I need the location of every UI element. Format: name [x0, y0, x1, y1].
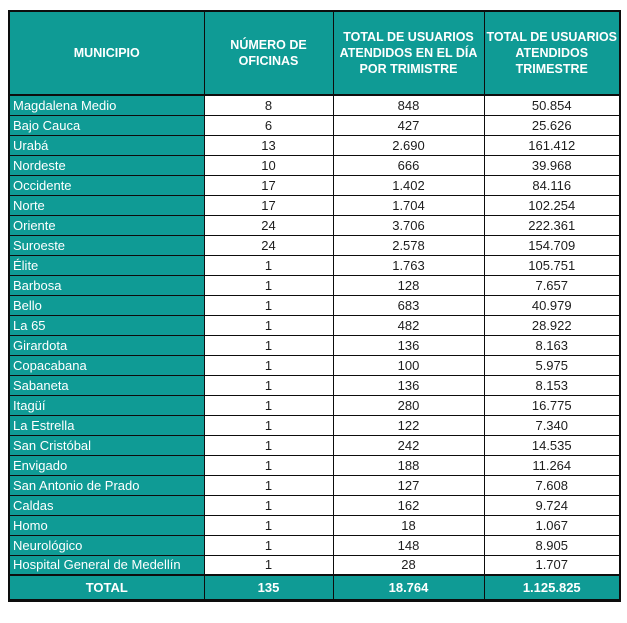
- municipio-cell: La 65: [9, 315, 204, 335]
- table-row: [9, 275, 620, 295]
- value-cell: 122: [333, 415, 484, 435]
- value-cell: 848: [333, 95, 484, 115]
- value-cell: 1: [204, 415, 333, 435]
- value-cell: 1: [204, 455, 333, 475]
- value-cell: 2.690: [333, 135, 484, 155]
- value-cell: 7.608: [484, 475, 620, 495]
- municipio-cell: Neurológico: [9, 535, 204, 555]
- value-cell: 105.751: [484, 255, 620, 275]
- value-cell: 8.153: [484, 375, 620, 395]
- value-cell: 17: [204, 195, 333, 215]
- municipio-cell: Itagüí: [9, 395, 204, 415]
- value-cell: 9.724: [484, 495, 620, 515]
- value-cell: 1.707: [484, 555, 620, 575]
- value-cell: 13: [204, 135, 333, 155]
- municipio-cell: Bello: [9, 295, 204, 315]
- value-cell: 2.578: [333, 235, 484, 255]
- value-cell: 222.361: [484, 215, 620, 235]
- column-header-usuarios-trimestre: TOTAL DE USUARIOS ATENDIDOS TRIMESTRE: [484, 11, 620, 95]
- value-cell: 242: [333, 435, 484, 455]
- value-cell: 100: [333, 355, 484, 375]
- table-row: [9, 235, 620, 255]
- offices-users-table: [8, 10, 621, 602]
- value-cell: 18: [333, 515, 484, 535]
- table-body: [9, 95, 620, 575]
- value-cell: 683: [333, 295, 484, 315]
- table-row: [9, 475, 620, 495]
- table-row: [9, 95, 620, 115]
- value-cell: 1: [204, 255, 333, 275]
- municipio-cell: Oriente: [9, 215, 204, 235]
- value-cell: 280: [333, 395, 484, 415]
- table-row: [9, 335, 620, 355]
- value-cell: 11.264: [484, 455, 620, 475]
- table-row: [9, 155, 620, 175]
- value-cell: 8.905: [484, 535, 620, 555]
- municipio-cell: San Antonio de Prado: [9, 475, 204, 495]
- value-cell: 24: [204, 215, 333, 235]
- value-cell: 1: [204, 375, 333, 395]
- column-header-numero-oficinas: NÚMERO DE OFICINAS: [204, 11, 333, 95]
- municipio-cell: Sabaneta: [9, 375, 204, 395]
- table-row: [9, 215, 620, 235]
- value-cell: 154.709: [484, 235, 620, 255]
- table-row: [9, 355, 620, 375]
- table-footer: [9, 575, 620, 600]
- value-cell: 6: [204, 115, 333, 135]
- total-usuarios-dia: 18.764: [333, 575, 484, 600]
- value-cell: 1: [204, 495, 333, 515]
- column-header-usuarios-dia-trimestre: TOTAL DE USUARIOS ATENDIDOS EN EL DÍA POR TRIMISTRE: [333, 11, 484, 95]
- value-cell: 136: [333, 375, 484, 395]
- total-row: [9, 575, 620, 600]
- value-cell: 5.975: [484, 355, 620, 375]
- table-row: [9, 175, 620, 195]
- header-row: [9, 11, 620, 95]
- value-cell: 161.412: [484, 135, 620, 155]
- municipio-cell: Caldas: [9, 495, 204, 515]
- value-cell: 102.254: [484, 195, 620, 215]
- table-row: [9, 375, 620, 395]
- table-row: [9, 495, 620, 515]
- municipio-cell: Nordeste: [9, 155, 204, 175]
- value-cell: 7.340: [484, 415, 620, 435]
- value-cell: 39.968: [484, 155, 620, 175]
- total-oficinas: 135: [204, 575, 333, 600]
- table-row: [9, 315, 620, 335]
- municipio-cell: Bajo Cauca: [9, 115, 204, 135]
- value-cell: 666: [333, 155, 484, 175]
- value-cell: 28: [333, 555, 484, 575]
- municipio-cell: Envigado: [9, 455, 204, 475]
- municipio-cell: Élite: [9, 255, 204, 275]
- value-cell: 14.535: [484, 435, 620, 455]
- municipio-cell: Occidente: [9, 175, 204, 195]
- value-cell: 1: [204, 435, 333, 455]
- value-cell: 1: [204, 475, 333, 495]
- value-cell: 16.775: [484, 395, 620, 415]
- municipio-cell: La Estrella: [9, 415, 204, 435]
- value-cell: 17: [204, 175, 333, 195]
- value-cell: 1: [204, 295, 333, 315]
- value-cell: 1.402: [333, 175, 484, 195]
- value-cell: 188: [333, 455, 484, 475]
- table-row: [9, 195, 620, 215]
- value-cell: 1.763: [333, 255, 484, 275]
- value-cell: 84.116: [484, 175, 620, 195]
- value-cell: 1: [204, 315, 333, 335]
- municipio-cell: Hospital General de Medellín: [9, 555, 204, 575]
- value-cell: 1: [204, 555, 333, 575]
- municipio-cell: Copacabana: [9, 355, 204, 375]
- municipio-cell: Urabá: [9, 135, 204, 155]
- value-cell: 127: [333, 475, 484, 495]
- value-cell: 24: [204, 235, 333, 255]
- value-cell: 1: [204, 395, 333, 415]
- value-cell: 136: [333, 335, 484, 355]
- value-cell: 3.706: [333, 215, 484, 235]
- value-cell: 482: [333, 315, 484, 335]
- table-row: [9, 395, 620, 415]
- value-cell: 162: [333, 495, 484, 515]
- value-cell: 8: [204, 95, 333, 115]
- municipio-cell: San Cristóbal: [9, 435, 204, 455]
- table-row: [9, 135, 620, 155]
- value-cell: 1: [204, 515, 333, 535]
- table-row: [9, 115, 620, 135]
- column-header-municipio: MUNICIPIO: [9, 11, 204, 95]
- value-cell: 1: [204, 275, 333, 295]
- value-cell: 148: [333, 535, 484, 555]
- table-row: [9, 455, 620, 475]
- table-row: [9, 435, 620, 455]
- municipio-cell: Suroeste: [9, 235, 204, 255]
- value-cell: 1: [204, 535, 333, 555]
- value-cell: 8.163: [484, 335, 620, 355]
- total-label: TOTAL: [9, 575, 204, 600]
- municipio-cell: Magdalena Medio: [9, 95, 204, 115]
- value-cell: 40.979: [484, 295, 620, 315]
- value-cell: 1.704: [333, 195, 484, 215]
- table-row: [9, 515, 620, 535]
- value-cell: 1: [204, 335, 333, 355]
- municipio-cell: Homo: [9, 515, 204, 535]
- total-usuarios-trimestre: 1.125.825: [484, 575, 620, 600]
- table-header: [9, 11, 620, 95]
- value-cell: 7.657: [484, 275, 620, 295]
- municipio-cell: Girardota: [9, 335, 204, 355]
- value-cell: 50.854: [484, 95, 620, 115]
- value-cell: 28.922: [484, 315, 620, 335]
- municipio-cell: Barbosa: [9, 275, 204, 295]
- value-cell: 1.067: [484, 515, 620, 535]
- value-cell: 10: [204, 155, 333, 175]
- table-row: [9, 295, 620, 315]
- table-row: [9, 415, 620, 435]
- value-cell: 128: [333, 275, 484, 295]
- municipio-cell: Norte: [9, 195, 204, 215]
- value-cell: 1: [204, 355, 333, 375]
- table-row: [9, 555, 620, 575]
- value-cell: 427: [333, 115, 484, 135]
- table-row: [9, 535, 620, 555]
- table-row: [9, 255, 620, 275]
- value-cell: 25.626: [484, 115, 620, 135]
